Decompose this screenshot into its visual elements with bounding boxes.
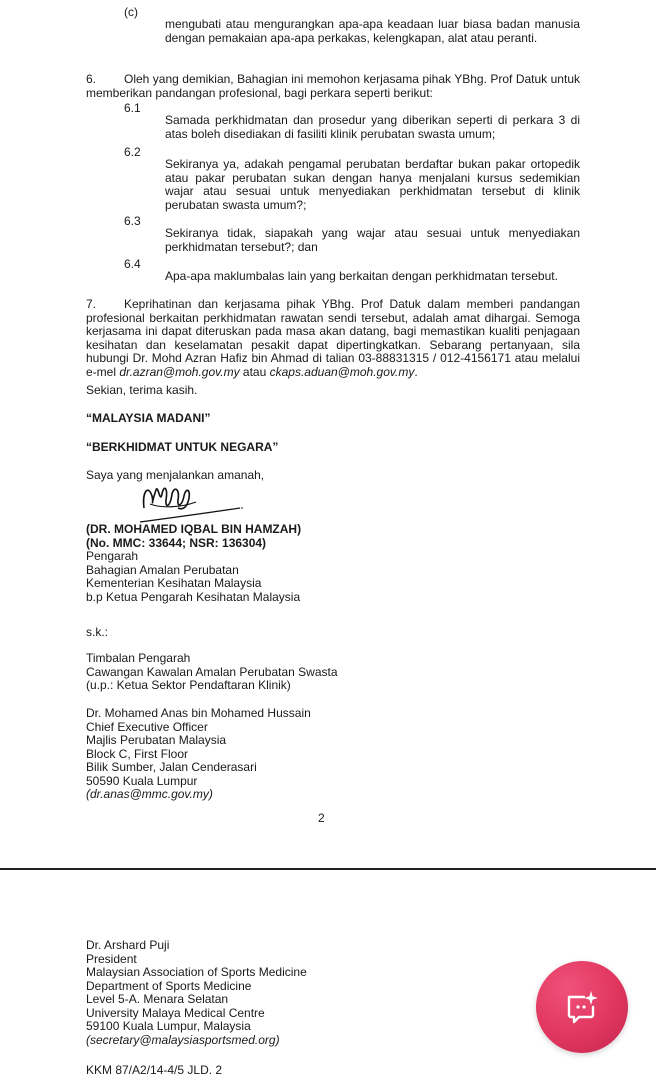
cc1-line: Timbalan Pengarah — [86, 651, 191, 665]
item-6-3-number: 6.3 — [124, 214, 141, 228]
recipient-email-link[interactable]: (secretary@malaysiasportsmed.org) — [86, 1032, 280, 1047]
item-c-number: (c) — [124, 5, 138, 19]
reference-number: KKM 87/A2/14-4/5 JLD. 2 — [86, 1063, 223, 1077]
signer-name: (DR. MOHAMED IQBAL BIN HAMZAH) — [86, 522, 302, 536]
item-6-2-text: Sekiranya ya, adakah pengamal perubatan berdaftar bukan pakar ortopedik atau pakar perubatan sukan dengan hanya menjalani kursus sedemikian wajar atau sesuai untuk menyediakan perkhidmatan tersebut di klinik perubatan swasta umum?; — [165, 157, 580, 212]
signer-registration: (No. MMC: 33644; NSR: 136304) — [86, 535, 267, 550]
recipient-line: President — [86, 951, 137, 966]
sk-label: s.k.: — [86, 625, 109, 639]
cc2-line: 50590 Kuala Lumpur — [86, 773, 198, 788]
cc2-block — [86, 707, 311, 802]
cc1-block — [86, 652, 338, 693]
paragraph-7-end: . — [414, 364, 418, 379]
paragraph-6 — [86, 73, 580, 100]
saya-text: Saya yang menjalankan amanah, — [86, 468, 265, 482]
item-6-3-text: Sekiranya tidak, siapakah yang wajar atau sesuai untuk menyediakan perkhidmatan tersebut?; dan — [165, 226, 580, 254]
closing-text: Sekian, terima kasih. — [86, 383, 198, 397]
recipient-line: 59100 Kuala Lumpur, Malaysia — [86, 1019, 251, 1033]
page-number: 2 — [318, 811, 325, 825]
recipient-line: Level 5-A. Menara Selatan — [86, 992, 229, 1006]
paragraph-7-number: 7. — [86, 297, 97, 311]
motto-berkhidmat: “BERKHIDMAT UNTUK NEGARA” — [86, 440, 279, 454]
paragraph-6-number: 6. — [86, 72, 97, 86]
cc2-email-link[interactable]: (dr.anas@mmc.gov.my) — [86, 787, 213, 801]
recipient-line: Malaysian Association of Sports Medicine — [86, 965, 307, 979]
paragraph-7-text: Keprihatinan dan kerjasama pihak YBhg. Prof Datuk dalam memberi pandangan profesional berkaitan perkhidmatan rawatan sendi tersebut, adalah amat dihargai. Semoga kerjasama ini dapat diteruskan pada masa akan datang, bagi memastikan kualiti penjagaan kesihatan dan keselamatan pesakit dapat dipertingkatkan. Sebarang pertanyaan, sila hubungi Dr. Mohd Azran Hafiz bin Ahmad di talian 03-88831315 / 012-4156171 atau melalui e-mel — [86, 297, 580, 379]
chat-sparkle-icon — [562, 987, 602, 1027]
paragraph-6-text: Oleh yang demikian, Bahagian ini memohon kerjasama pihak YBhg. Prof Datuk untuk memberikan pandangan profesional, bagi perkara seperti berikut: — [86, 72, 580, 100]
email-azran-link[interactable]: dr.azran@moh.gov.my — [119, 364, 240, 379]
recipient-block — [86, 939, 307, 1047]
cc1-line: Cawangan Kawalan Amalan Perubatan Swasta — [86, 664, 338, 679]
motto-malaysia-madani: “MALAYSIA MADANI” — [86, 411, 211, 425]
recipient-line: Department of Sports Medicine — [86, 978, 252, 993]
item-6-1-number: 6.1 — [124, 101, 141, 115]
signer-title: Pengarah — [86, 549, 139, 563]
signer-department: Bahagian Amalan Perubatan — [86, 562, 239, 577]
cc2-line: Bilik Sumber, Jalan Cenderasari — [86, 760, 257, 774]
item-6-4-text: Apa-apa maklumbalas lain yang berkaitan dengan perkhidmatan tersebut. — [165, 269, 558, 283]
page-divider — [0, 868, 656, 870]
paragraph-7 — [86, 298, 580, 379]
cc2-line: Block C, First Floor — [86, 746, 189, 761]
item-6-2-number: 6.2 — [124, 145, 141, 159]
signature-image — [130, 478, 250, 528]
cc2-line: Dr. Mohamed Anas bin Mohamed Hussain — [86, 706, 311, 720]
signer-block — [86, 523, 301, 604]
cc2-line: Majlis Perubatan Malaysia — [86, 733, 227, 747]
recipient-line: University Malaya Medical Centre — [86, 1005, 265, 1020]
recipient-line: Dr. Arshard Puji — [86, 938, 170, 952]
item-6-1-text: Samada perkhidmatan dan prosedur yang diberikan seperti di perkara 3 di atas boleh disediakan di fasiliti klinik perubatan swasta umum; — [165, 113, 580, 141]
item-6-4-number: 6.4 — [124, 257, 141, 271]
cc1-line: (u.p.: Ketua Sektor Pendaftaran Klinik) — [86, 678, 291, 692]
item-c-text: mengubati atau mengurangkan apa-apa keadaan luar biasa badan manusia dengan pemakaian apa-apa perkakas, kelengkapan, alat atau peranti. — [165, 17, 580, 45]
cc2-line: Chief Executive Officer — [86, 719, 208, 734]
paragraph-7-atau: atau — [239, 364, 270, 379]
signer-bp: b.p Ketua Pengarah Kesihatan Malaysia — [86, 589, 301, 604]
email-ckaps-link[interactable]: ckaps.aduan@moh.gov.my — [269, 364, 415, 379]
signer-ministry: Kementerian Kesihatan Malaysia — [86, 576, 262, 590]
ai-chat-button[interactable] — [536, 961, 628, 1053]
